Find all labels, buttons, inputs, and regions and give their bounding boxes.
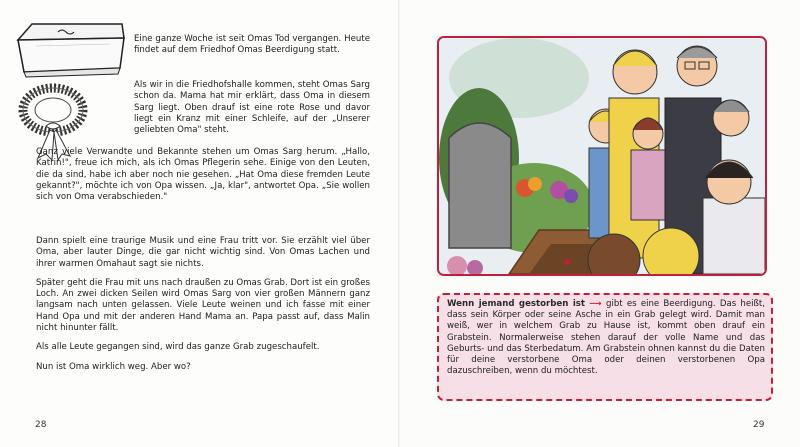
info-text: gibt es eine Beerdigung. Das heißt, dass sein Körper oder seine Asche in ein Grab gelegt wird. Damit man weiß, wer in welchem Grab zu Hause ist, kommt oben drauf ein Grabstein. Normalerweise stehen darauf der volle Name und das Geburts- und das Sterbedatum. Am Grabstein ohnen kannst du die Daten für deine verstorbene Oma oder deinen verstorbenen Opa dazuschreiben, wenn du möchtest. [447, 299, 766, 377]
paragraph-text: Später geht die Frau mit uns nach draußen zu Omas Grab. Dort ist ein großes Loch. An zwei dicken Seilen wird Omas Sarg von vier großen Männern ganz langsam nach unten gelassen. Viele Leute weinen und ich fasse mit einer Hand Opa und mit der anderen Hand Mama an. Papa passt auf, dass Malin nicht hinunter fällt. [36, 277, 370, 334]
coffin-illustration [14, 18, 126, 78]
paragraph-text: Ganz viele Verwandte und Bekannte stehen um Omas Sarg herum. „Hallo, Katrin!", freue ich mich, als ich Omas Pflegerin sehe. Einige von den Leuten, die da sind, habe ich aber noch nie gesehen. „Hat Oma diese fremden Leute gekannt?", möchte ich von Opa wissen. „Ja, klar", antwortet Opa. „Sie wollen sich von Oma verabschieden." [36, 147, 370, 203]
paragraph-text: Als alle Leute gegangen sind, wird das ganze Grab zugeschaufelt. [36, 342, 320, 353]
paragraph-text: Eine ganze Woche ist seit Omas Tod vergangen. Heute findet auf dem Friedhof Omas Beerdigung statt. [134, 34, 370, 56]
story-paragraph [134, 34, 370, 62]
page-number: 28 [35, 420, 47, 430]
story-paragraph [36, 147, 370, 208]
story-paragraph [134, 80, 370, 141]
story-paragraphs [36, 236, 370, 381]
info-box [437, 293, 773, 401]
info-lead: Wenn jemand gestorben ist [447, 299, 586, 309]
funeral-scene [439, 38, 765, 274]
paragraph-text: Dann spielt eine traurige Musik und eine Frau tritt vor. Sie erzählt viel über Oma, aber lauter Dinge, die gar nicht wichtig sind. Von Omas Lachen und ihrer warmen Omahaut sagt sie nichts. [36, 236, 370, 269]
paragraph-text: Nun ist Oma wirklich weg. Aber wo? [36, 361, 191, 372]
funeral-illustration [437, 36, 767, 276]
arrow-icon: ⟶ [589, 299, 606, 309]
paragraph-text: Als wir in die Friedhofshalle kommen, steht Omas Sarg schon da. Mama hat mir erklärt, dass Oma in diesem Sarg liegt. Oben drauf ist eine rote Rose und davor liegt ein Kranz mit einer Schleife, auf der „Unserer geliebten Oma" steht. [134, 80, 370, 136]
page-number: 29 [753, 420, 765, 430]
